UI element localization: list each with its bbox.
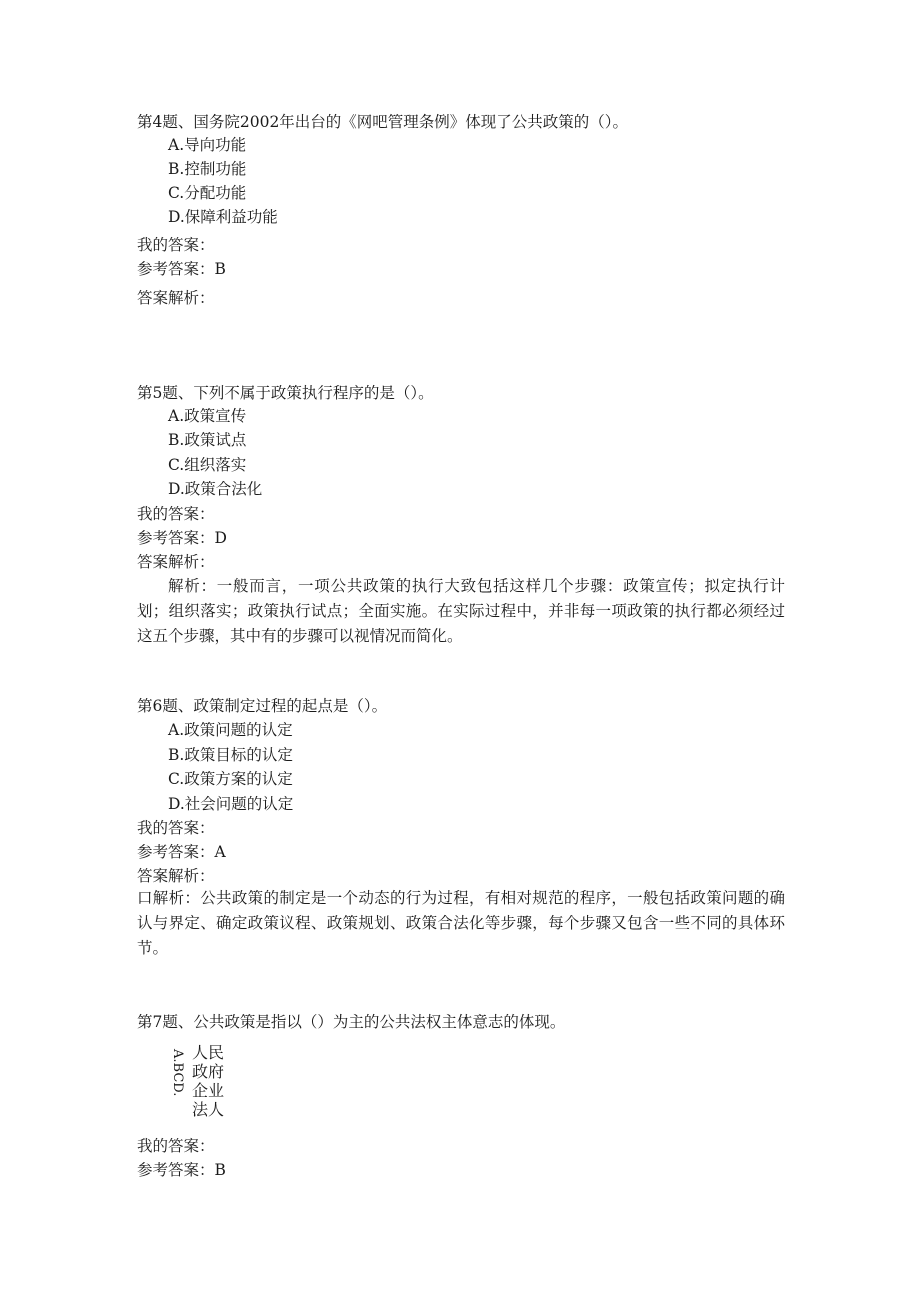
question-4-stem: 第4题、国务院2002年出台的《网吧管理条例》体现了公共政策的（）。 bbox=[137, 113, 629, 131]
question-7-reference-answer: 参考答案：B bbox=[137, 1161, 226, 1179]
question-4-option-b: B.控制功能 bbox=[168, 160, 247, 178]
question-4-option-d: D.保障利益功能 bbox=[168, 208, 278, 226]
question-4-my-answer: 我的答案： bbox=[137, 236, 215, 254]
question-6-option-d: D.社会问题的认定 bbox=[168, 795, 294, 813]
question-5-my-answer: 我的答案： bbox=[137, 505, 215, 523]
question-7-option-b: 政府 bbox=[192, 1062, 225, 1081]
question-6-option-b: B.政策目标的认定 bbox=[168, 746, 293, 764]
question-6-analysis-text: 口解析：公共政策的制定是一个动态的行为过程，有相对规范的程序，一般包括政策问题的确认与界定、确定政策议程、政策规划、政策合法化等步骤，每个步骤又包含一些不同的具体环节。 bbox=[137, 889, 785, 957]
question-6-reference-answer: 参考答案：A bbox=[137, 843, 226, 861]
question-4-option-a: A.导向功能 bbox=[168, 136, 247, 154]
question-5-stem: 第5题、下列不属于政策执行程序的是（）。 bbox=[137, 384, 434, 402]
question-6-option-c: C.政策方案的认定 bbox=[168, 770, 293, 788]
question-4-reference-answer: 参考答案：B bbox=[137, 260, 226, 278]
question-7-stem: 第7题、公共政策是指以（）为主的公共法权主体意志的体现。 bbox=[137, 1013, 566, 1031]
question-7-my-answer: 我的答案： bbox=[137, 1137, 215, 1155]
question-6-analysis-label: 答案解析： bbox=[137, 867, 215, 885]
question-6-stem: 第6题、政策制定过程的起点是（）。 bbox=[137, 697, 388, 715]
question-4-option-c: C.分配功能 bbox=[168, 184, 247, 202]
question-5-reference-answer: 参考答案：D bbox=[137, 529, 227, 547]
question-5-analysis-text: 解析：一般而言，一项公共政策的执行大致包括这样几个步骤：政策宣传；拟定执行计划；组织落实；政策执行试点；全面实施。在实际过程中，并非每一项政策的执行都必须经过这五个步骤，其中有的步骤可以视情况而简化。 bbox=[137, 577, 785, 645]
question-6-option-a: A.政策问题的认定 bbox=[168, 721, 293, 739]
question-5-option-c: C.组织落实 bbox=[168, 456, 247, 474]
question-7-option-c: 企业 bbox=[192, 1081, 225, 1100]
question-6-my-answer: 我的答案： bbox=[137, 819, 215, 837]
question-5-option-d: D.政策合法化 bbox=[168, 480, 263, 498]
question-7-option-letters: A.BCD. bbox=[170, 1049, 185, 1097]
question-5-option-b: B.政策试点 bbox=[168, 431, 247, 449]
question-7-options bbox=[168, 1043, 248, 1123]
question-5-analysis-label: 答案解析： bbox=[137, 553, 215, 571]
question-5-option-a: A.政策宣传 bbox=[168, 407, 247, 425]
question-7-option-d: 法人 bbox=[192, 1100, 225, 1119]
question-4-analysis-label: 答案解析： bbox=[137, 289, 215, 307]
question-7-option-a: 人民 bbox=[192, 1043, 225, 1062]
